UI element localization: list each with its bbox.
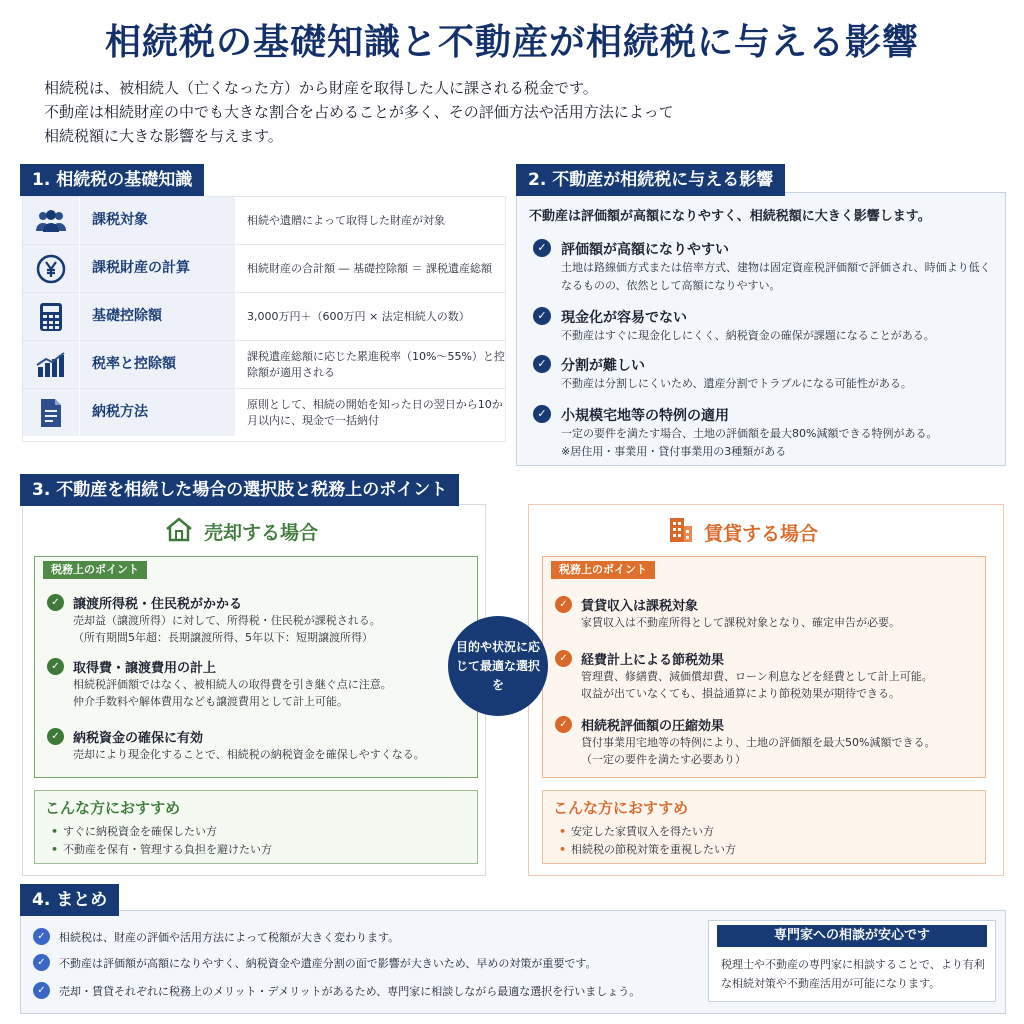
- point-desc: 管理費、修繕費、減価償却費、ローン利息などを経費として計上可能。 収益が出ていなくても、損益通算により節税効果が期待できる。: [581, 670, 933, 700]
- row-desc: 課税遺産総額に応じた累進税率（10%〜55%）と控除額が適用される: [247, 349, 505, 379]
- check-icon: ✓: [533, 355, 551, 373]
- impact-item-title: 小規模宅地等の特例の適用: [561, 408, 729, 424]
- point-title: 経費計上による節税効果: [581, 653, 725, 668]
- people-icon: [23, 197, 79, 244]
- recommend-text: 安定した家賃収入を得たい方: [571, 825, 714, 838]
- check-icon: ✓: [555, 716, 572, 733]
- row-desc: 相続財産の合計額 ― 基礎控除額 ＝ 課税遺産総額: [247, 261, 492, 275]
- summary-item: [33, 953, 713, 973]
- impact-item-title: 現金化が容易でない: [561, 310, 687, 326]
- point-title: 相続税評価額の圧縮効果: [581, 719, 725, 734]
- point-desc: 相続税評価額ではなく、被相続人の取得費を引き継ぐ点に注意。 仲介手数料や解体費用なども譲渡費用として計上可能。: [73, 678, 392, 708]
- row-label: 税率と控除額: [79, 341, 235, 388]
- point-title: 賃貸収入は課税対象: [581, 599, 699, 614]
- recommend-text: 相続税の節税対策を重視したい方: [571, 843, 736, 856]
- recommend-list: [51, 823, 272, 859]
- list-item: • 相続税の節税対策を重視したい方: [559, 843, 736, 856]
- row-label: 基礎控除額: [79, 293, 235, 340]
- check-icon: ✓: [555, 596, 572, 613]
- point-desc: 家賃収入は不動産所得として課税対象となり、確定申告が必要。: [581, 616, 900, 629]
- row-label: 課税対象: [79, 197, 235, 244]
- list-item: • すぐに納税資金を確保したい方: [51, 825, 217, 838]
- intro-text: [44, 76, 984, 148]
- impact-item-title: 分割が難しい: [561, 358, 645, 374]
- center-advice-circle: 目的や状況に応じて最適な選択を: [448, 616, 548, 716]
- impact-item-title: 評価額が高額になりやすい: [561, 242, 729, 258]
- yen-icon: [23, 245, 79, 292]
- sell-title: [164, 516, 318, 547]
- intro-line: 相続税額に大きな影響を与えます。: [44, 127, 283, 145]
- rent-recommend-box: [542, 790, 986, 864]
- recommend-text: すぐに納税資金を確保したい方: [63, 825, 217, 838]
- house-icon: [164, 516, 194, 547]
- check-icon: ✓: [533, 239, 551, 257]
- summary-text: 不動産は評価額が高額になりやすく、納税資金や遺産分割の面で影響が大きいため、早めの対策が重要です。: [59, 957, 597, 970]
- row-desc: 相続や遺贈によって取得した財産が対象: [247, 213, 445, 227]
- list-item: • 安定した家賃収入を得たい方: [559, 825, 714, 838]
- intro-line: 相続税は、被相続人（亡くなった方）から財産を取得した人に課される税金です。: [44, 79, 598, 97]
- summary-text: 売却・賃貸それぞれに税務上のメリット・デメリットがあるため、専門家に相談しながら最適な選択を行いましょう。: [59, 985, 641, 998]
- building-icon: [668, 516, 694, 549]
- point-title: 譲渡所得税・住民税がかかる: [73, 597, 243, 612]
- list-item: • 不動産を保有・管理する負担を避けたい方: [51, 843, 272, 856]
- impact-item-desc: 不動産はすぐに現金化しにくく、納税資金の確保が課題になることがある。: [561, 329, 935, 342]
- check-icon: ✓: [555, 650, 572, 667]
- tax-point-tag: 税務上のポイント: [43, 561, 147, 579]
- recommend-text: 不動産を保有・管理する負担を避けたい方: [63, 843, 272, 856]
- check-icon: ✓: [533, 307, 551, 325]
- table-row: [23, 293, 505, 341]
- recommend-title: こんな方におすすめ: [45, 799, 181, 817]
- check-icon: ✓: [33, 954, 50, 971]
- tax-point-tag: 税務上のポイント: [551, 561, 655, 579]
- rent-title-text: 賃貸する場合: [704, 523, 819, 545]
- calculator-icon: [23, 293, 79, 340]
- summary-item: [33, 981, 713, 1001]
- rent-points-box: [542, 556, 986, 778]
- row-desc: 3,000万円＋（600万円 × 法定相続人の数）: [247, 309, 470, 323]
- table-row: [23, 245, 505, 293]
- sell-recommend-box: [34, 790, 478, 864]
- section2-heading: 2. 不動産が相続税に与える影響: [516, 164, 785, 196]
- page-title: 相続税の基礎知識と不動産が相続税に与える影響: [104, 22, 919, 63]
- check-icon: ✓: [47, 728, 64, 745]
- impact-item-desc: 不動産は分割しにくいため、遺産分割でトラブルになる可能性がある。: [561, 377, 912, 390]
- check-icon: ✓: [33, 928, 50, 945]
- recommend-list: [559, 823, 736, 859]
- summary-item: [33, 927, 713, 947]
- point-desc: 売却により現金化することで、相続税の納税資金を確保しやすくなる。: [73, 748, 425, 761]
- point-desc: 売却益（譲渡所得）に対して、所得税・住民税が課税される。 （所有期間5年超：長期譲渡所得、5年以下：短期譲渡所得）: [73, 614, 381, 644]
- summary-text: 相続税は、財産の評価や活用方法によって税額が大きく変わります。: [59, 931, 400, 944]
- check-icon: ✓: [33, 982, 50, 999]
- impact-lead: 不動産は評価額が高額になりやすく、相続税額に大きく影響します。: [529, 209, 931, 224]
- check-icon: ✓: [533, 405, 551, 423]
- row-label: 納税方法: [79, 389, 235, 436]
- impact-box: [516, 192, 1006, 466]
- check-icon: ✓: [47, 658, 64, 675]
- point-title: 取得費・譲渡費用の計上: [73, 661, 217, 676]
- row-desc: 原則として、相続の開始を知った日の翌日から10か月以内に、現金で一括納付: [247, 397, 503, 427]
- bar-chart-icon: [23, 341, 79, 388]
- basics-table: [22, 196, 506, 442]
- point-title: 納税資金の確保に有効: [73, 731, 204, 746]
- expert-title: 専門家への相談が安心です: [717, 925, 987, 947]
- section3-heading: 3. 不動産を相続した場合の選択肢と税務上のポイント: [20, 474, 459, 506]
- section4-heading: 4. まとめ: [20, 884, 119, 916]
- impact-item-desc: 一定の要件を満たす場合、土地の評価額を最大80%減額できる特例がある。 ※居住用・事業用・貸付事業用の3種類がある: [561, 427, 938, 458]
- expert-body: 税理士や不動産の専門家に相談することで、より有利な相続対策や不動産活用が可能になります。: [721, 958, 985, 990]
- table-row: [23, 389, 505, 437]
- intro-line: 不動産は相続財産の中でも大きな割合を占めることが多く、その評価方法や活用方法によって: [44, 103, 674, 121]
- expert-advice-box: [708, 920, 996, 1002]
- document-icon: [23, 389, 79, 436]
- table-row: [23, 341, 505, 389]
- sell-points-box: [34, 556, 478, 778]
- table-row: [23, 197, 505, 245]
- section1-heading: 1. 相続税の基礎知識: [20, 164, 204, 196]
- point-desc: 貸付事業用宅地等の特例により、土地の評価額を最大50%減額できる。 （一定の要件を満たす必要あり）: [581, 736, 936, 766]
- rent-title: [668, 516, 818, 549]
- check-icon: ✓: [47, 594, 64, 611]
- impact-item-desc: 土地は路線価方式または倍率方式、建物は固定資産税評価額で評価され、時価より低くなるものの、依然として高額になりやすい。: [561, 261, 991, 292]
- sell-title-text: 売却する場合: [204, 522, 319, 544]
- row-label: 課税財産の計算: [79, 245, 235, 292]
- recommend-title: こんな方におすすめ: [553, 799, 689, 817]
